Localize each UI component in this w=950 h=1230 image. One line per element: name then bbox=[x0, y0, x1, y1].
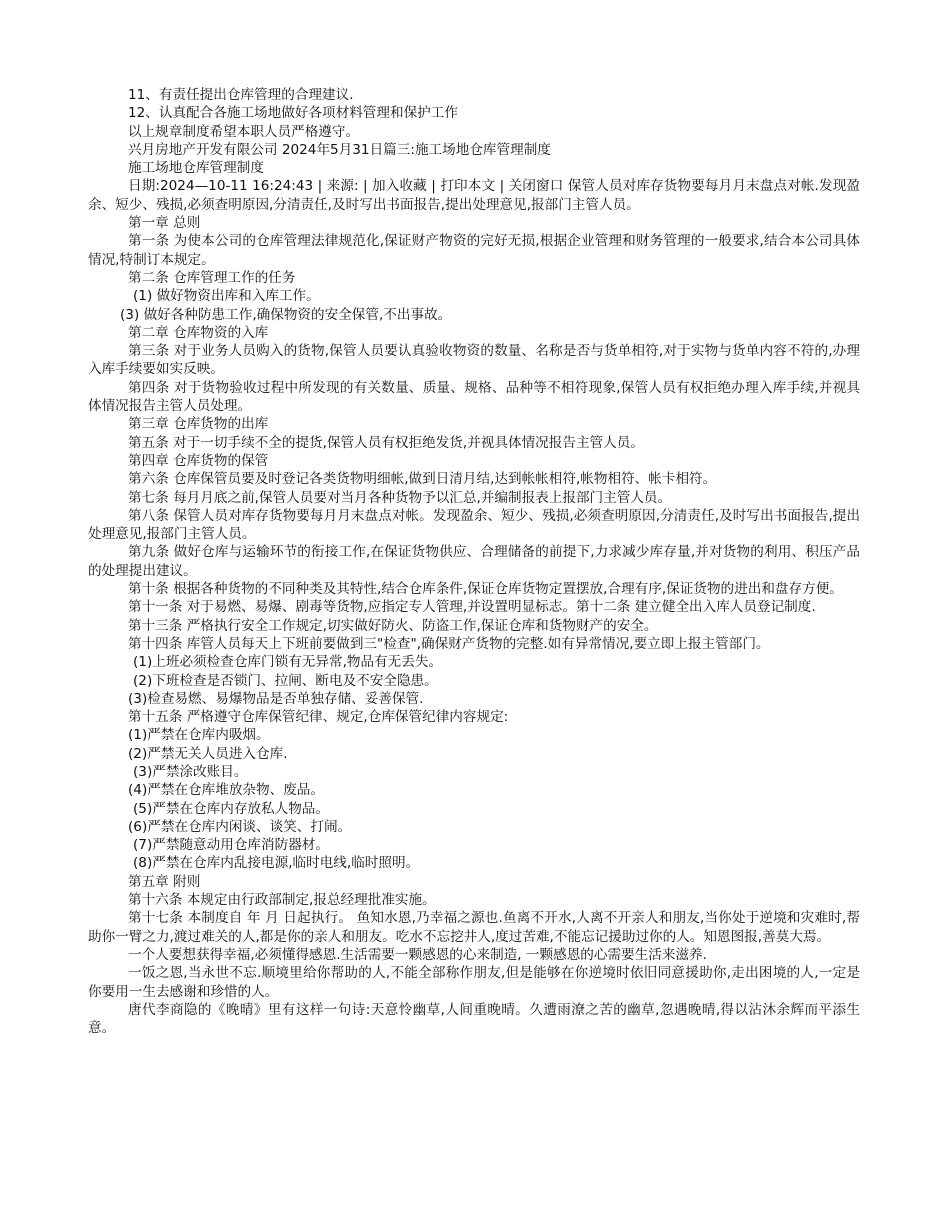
article-2: 第二条 仓库管理工作的任务 bbox=[128, 269, 296, 286]
article-14-item-2: (2)下班检查是否锁门、拉闸、断电及不安全隐患。 bbox=[133, 672, 438, 689]
chapter-5-heading: 第五章 附则 bbox=[128, 873, 201, 890]
gratitude-paragraph-3: 唐代李商隐的《晚晴》里有这样一句诗:天意怜幽草,人间重晚晴。久遭雨潦之苦的幽草,忽遇晚晴,得以沾沐余辉而平添生意。 bbox=[88, 1001, 860, 1037]
article-11-12: 第十一条 对于易燃、易爆、剧毒等货物,应指定专人管理,并设置明显标志。第十二条 建立健全出入库人员登记制度. bbox=[128, 599, 816, 616]
article-4: 第四条 对于货物验收过程中所发现的有关数量、质量、规格、品种等不相符现象,保管人员有权拒绝办理入库手续,并视具体情况报告主管人员处理。 bbox=[88, 379, 860, 415]
article-13: 第十三条 严格执行安全工作规定,切实做好防火、防盗工作,保证仓库和货物财产的安全。 bbox=[128, 617, 658, 634]
chapter-3-heading: 第三章 仓库货物的出库 bbox=[128, 416, 269, 433]
article-15-item-2: (2)严禁无关人员进入仓库. bbox=[128, 745, 288, 762]
gratitude-paragraph-2: 一饭之恩,当永世不忘.顺境里给你帮助的人,不能全部称作朋友,但是能够在你逆境时依旧同意援助你,走出困境的人,一定是你要用一生去感谢和珍惜的人。 bbox=[88, 965, 860, 1000]
article-15-item-1: (1)严禁在仓库内吸烟。 bbox=[128, 727, 270, 744]
item-12: 12、认真配合各施工场地做好各项材料管理和保护工作 bbox=[128, 105, 458, 122]
item-11: 11、有责任提出仓库管理的合理建议. bbox=[128, 87, 354, 103]
article-15: 第十五条 严格遵守仓库保管纪律、规定,仓库保管纪律内容规定: bbox=[128, 709, 509, 726]
article-3: 第三条 对于业务人员购入的货物,保管人员要认真验收物资的数量、名称是否与货单相符,对于实物与货单内容不符的,办理入库手续要如实反映。 bbox=[88, 343, 860, 378]
article-15-item-7: (7)严禁随意动用仓库消防器材。 bbox=[133, 837, 329, 854]
article-16: 第十六条 本规定由行政部制定,报总经理批准实施。 bbox=[128, 892, 436, 909]
gratitude-paragraph-1: 一个人要想获得幸福,必须懂得感恩.生活需要一颗感恩的心来制造, 一颗感恩的心需要生活来滋养. bbox=[128, 946, 707, 963]
section-title: 施工场地仓库管理制度 bbox=[128, 160, 264, 177]
article-14-item-3: (3)检查易燃、易爆物品是否单独存储、妥善保管. bbox=[128, 690, 424, 707]
article-10: 第十条 根据各种货物的不同种类及其特性,结合仓库条件,保证仓库货物定置摆放,合理有序,保证货物的进出和盘存方便。 bbox=[128, 581, 843, 598]
article-2-item-3: (3) 做好各种防患工作,确保物资的安全保管,不出事故。 bbox=[120, 306, 452, 323]
article-15-item-5: (5)严禁在仓库内存放私人物品。 bbox=[133, 800, 329, 817]
article-2-item-1: (1) 做好物资出库和入库工作。 bbox=[133, 288, 320, 305]
article-15-item-3: (3)严禁涂改账目。 bbox=[133, 763, 248, 780]
company-date-line: 兴月房地产开发有限公司 2024年5月31日篇三:施工场地仓库管理制度 bbox=[128, 141, 551, 158]
chapter-1-heading: 第一章 总则 bbox=[128, 215, 201, 232]
chapter-4-heading: 第四章 仓库货物的保管 bbox=[128, 452, 269, 469]
closing-note: 以上规章制度希望本职人员严格遵守。 bbox=[128, 123, 360, 140]
article-7: 第七条 每月月底之前,保管人员要对当月各种货物予以汇总,并编制报表上报部门主管人员。 bbox=[128, 489, 672, 506]
chapter-2-heading: 第二章 仓库物资的入库 bbox=[128, 324, 269, 341]
article-9: 第九条 做好仓库与运输环节的衔接工作,在保证货物供应、合理储备的前提下,力求减少库存量,并对货物的利用、积压产品的处理提出建议。 bbox=[88, 544, 860, 579]
article-5: 第五条 对于一切手续不全的提货,保管人员有权拒绝发货,并视具体情况报告主管人员。 bbox=[128, 434, 644, 451]
article-8: 第八条 保管人员对库存货物要每月月末盘点对帐。发现盈余、短少、残损,必须查明原因,分清责任,及时写出书面报告,提出处理意见,报部门主管人员。 bbox=[88, 507, 860, 543]
article-15-item-6: (6)严禁在仓库内闲谈、谈笑、打闹。 bbox=[128, 818, 352, 835]
article-1: 第一条 为使本公司的仓库管理法律规范化,保证财产物资的完好无损,根据企业管理和财务管理的一般要求,结合本公司具体情况,特制订本规定。 bbox=[88, 233, 860, 268]
article-6: 第六条 仓库保管员要及时登记各类货物明细帐,做到日清月结,达到帐帐相符,帐物相符、帐卡相符。 bbox=[128, 471, 717, 488]
article-17: 第十七条 本制度自 年 月 日起执行。 鱼知水恩,乃幸福之源也.鱼离不开水,人离不开亲人和朋友,当你处于逆境和灾难时,帮助你一臂之力,渡过难关的人,都是你的亲人和朋友。吃水不忘挖井人,度过苦难,不能忘记援助过你的人。知恩图报,善莫大焉。 bbox=[88, 910, 860, 945]
article-15-item-4: (4)严禁在仓库堆放杂物、废品。 bbox=[128, 782, 324, 799]
article-14: 第十四条 库管人员每天上下班前要做到三"检查",确保财产货物的完整.如有异常情况,要立即上报主管部门。 bbox=[128, 635, 770, 652]
date-source-paragraph: 日期:2024—10-11 16:24:43 | 来源: | 加入收藏 | 打印本文 | 关闭窗口 保管人员对库存货物要每月月末盘点对帐.发现盈余、短少、残损,必须查明原因,分清责任,及时写出书面报告,提出处理意见,报部门主管人员。 bbox=[88, 178, 860, 213]
article-15-item-8: (8)严禁在仓库内乱接电源,临时电线,临时照明。 bbox=[133, 855, 420, 872]
article-14-item-1: (1)上班必须检查仓库门锁有无异常,物品有无丢失。 bbox=[133, 654, 443, 671]
